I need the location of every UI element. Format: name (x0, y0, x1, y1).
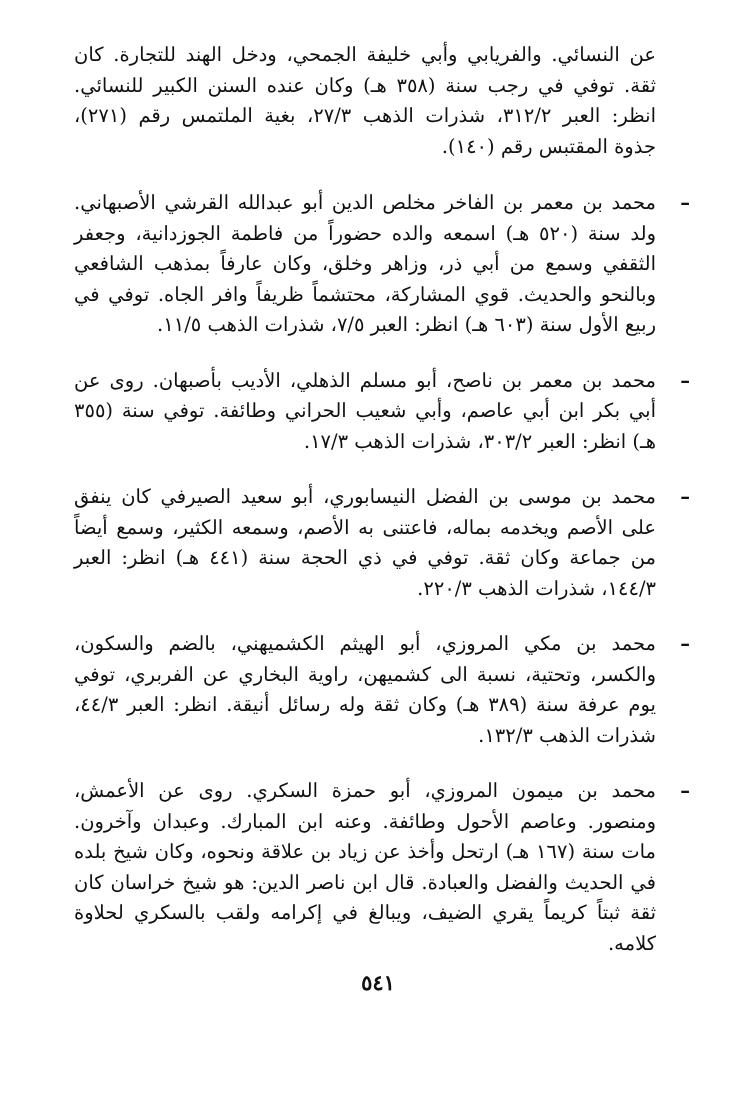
entry-text: محمد بن ميمون المروزي، أبو حمزة السكري. روى عن الأعمش، ومنصور. وعاصم الأحول وطائفة. وعنه ابن المبارك. وعبدان وآخرون. مات سنة (١٦٧ هـ) ارتحل وأخذ عن زياد بن علاقة ونحوه، وكان شيخ بلده في الحديث والفضل والعبادة. قال ابن ناصر الدين: هو شيخ خراسان كان ثقة ثبتاً كريماً يقري الضيف، ويبالغ في إكرامه ولقب بالسكري لحلاوة كلامه. (74, 779, 656, 955)
continuation-paragraph (74, 40, 682, 162)
bullet-marker: – (680, 485, 690, 508)
continuation-text: عن النسائي. والفريابي وأبي خليفة الجمحي، ودخل الهند للتجارة. كان ثقة. توفي في رجب سنة (٣٥٨ هـ) وكان عنده السنن الكبير للنسائي. انظر: العبر ٣١٢/٢، شذرات الذهب ٢٧/٣، بغية الملتمس رقم (٢٧١)، جذوة المقتبس رقم (١٤٠). (74, 43, 656, 158)
biography-entry-2 (74, 366, 690, 458)
entry-text: محمد بن معمر بن الفاخر مخلص الدين أبو عبدالله القرشي الأصبهاني. ولد سنة (٥٢٠ هـ) اسمعه والده حضوراً من فاطمة الجوزدانية، وجعفر الثقفي وسمع من أبي ذر، وزاهر وخلق، وكان عارفاً بمذهب الشافعي وبالنحو والحديث. قوي المشاركة، محتشماً ظريفاً وافر الجاه. توفي في ربيع الأول سنة (٦٠٣ هـ) انظر: العبر ٧/٥، شذرات الذهب ١١/٥. (74, 191, 656, 336)
biography-entry-3 (74, 482, 690, 604)
page-number: ٥٤١ (361, 970, 395, 995)
entry-text: محمد بن موسى بن الفضل النيسابوري، أبو سعيد الصيرفي كان ينفق على الأصم ويخدمه بماله، فاعتنى به الأصم، وسمعه الكثير، وسمع أيضاً من جماعة وكان ثقة. توفي في ذي الحجة سنة (٤٤١ هـ) انظر: العبر ١٤٤/٣، شذرات الذهب ٢٢٠/٣. (74, 485, 657, 600)
biography-entry-5 (74, 776, 690, 959)
bullet-marker: – (680, 191, 690, 214)
biography-entry-1 (74, 188, 690, 341)
biography-entry-4 (74, 629, 690, 751)
bullet-marker: – (680, 368, 690, 392)
bullet-marker: – (680, 632, 690, 655)
entry-text: محمد بن معمر بن ناصح، أبو مسلم الذهلي، الأديب بأصبهان. روى عن أبي بكر ابن أبي عاصم، وأبي شعيب الحراني وطائفة. توفي سنة (٣٥٥ هـ) انظر: العبر ٣٠٣/٢، شذرات الذهب ١٧/٣. (74, 368, 656, 453)
bullet-marker: – (680, 779, 690, 802)
entry-text: محمد بن مكي المروزي، أبو الهيثم الكشميهني، بالضم والسكون، والكسر، وتحتية، نسبة الى كشميهن، راوية البخاري عن الفربري، توفي يوم عرفة سنة (٣٨٩ هـ) وكان ثقة وله رسائل أنيقة. انظر: العبر ٤٤/٣، شذرات الذهب ١٣٢/٣. (74, 632, 656, 747)
